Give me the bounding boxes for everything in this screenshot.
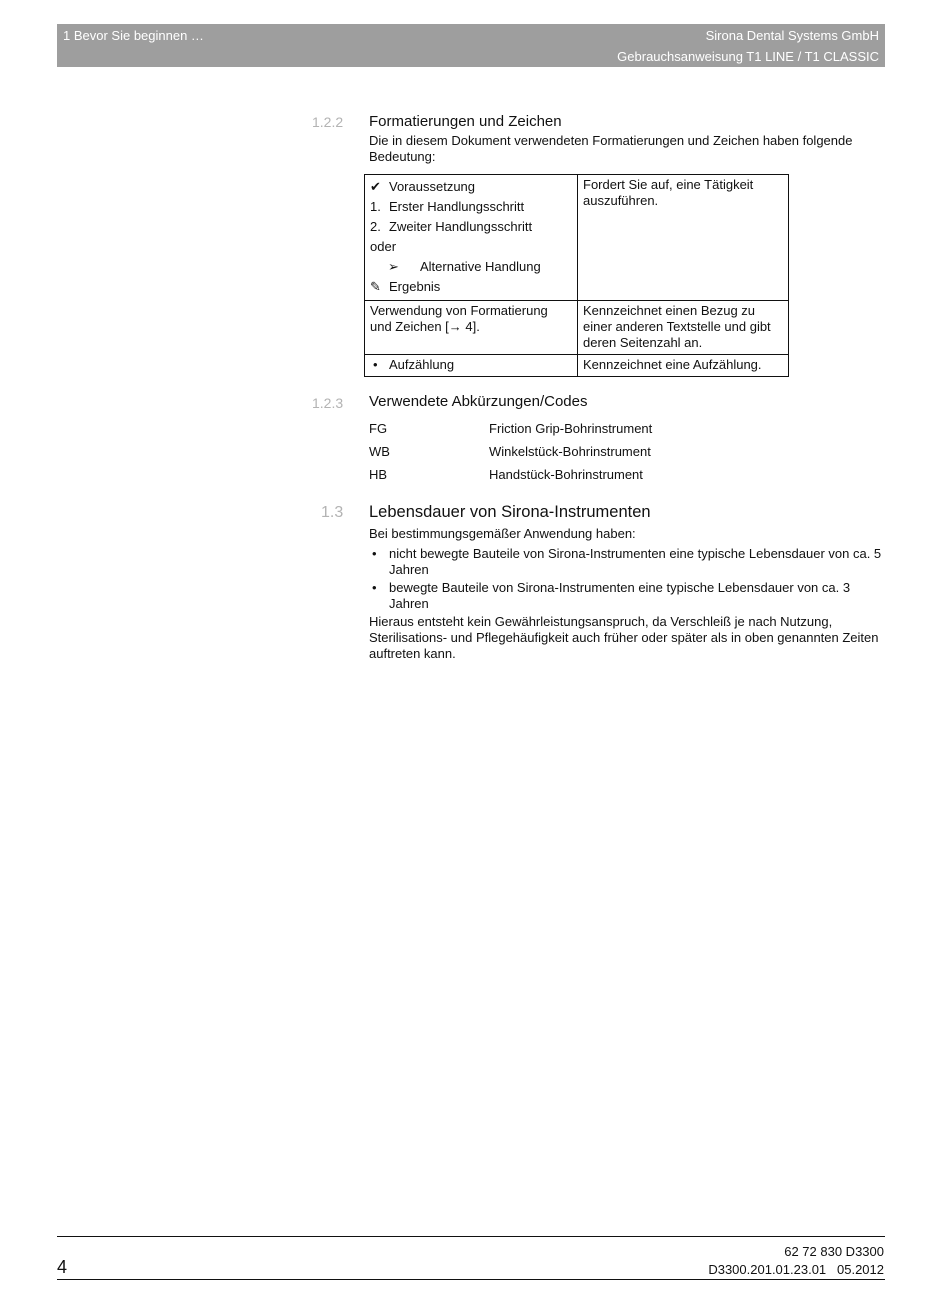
section-title-lifetime: Lebensdauer von Sirona-Instrumenten bbox=[369, 503, 651, 521]
footer-order-number: 62 72 830 D3300 bbox=[784, 1244, 884, 1259]
list-item: • nicht bewegte Bauteile von Sirona-Instrumenten eine typische Lebensdauer von ca. 5 Jahren bbox=[372, 546, 882, 577]
abbr-desc: Winkelstück-Bohrinstrument bbox=[489, 444, 651, 459]
formatting-table bbox=[364, 174, 789, 377]
alternative-line: ➢ Alternative Handlung bbox=[370, 257, 572, 277]
table-row bbox=[365, 301, 789, 355]
result-icon: ✎ bbox=[370, 279, 381, 294]
footer-rule-top bbox=[57, 1236, 885, 1237]
result-line: ✎ Ergebnis bbox=[370, 277, 572, 297]
list-item: • bewegte Bauteile von Sirona-Instrumenten eine typische Lebensdauer von ca. 3 Jahren bbox=[372, 580, 851, 611]
table-cell: Fordert Sie auf, eine Tätigkeit auszuführen. bbox=[578, 175, 789, 301]
page-number: 4 bbox=[57, 1257, 68, 1277]
table-cell: • Aufzählung bbox=[365, 355, 578, 377]
footer-doc-code: D3300.201.01.23.01 05.2012 bbox=[708, 1262, 884, 1277]
abbr-code: HB bbox=[369, 467, 388, 482]
check-icon: ✔ bbox=[370, 179, 381, 194]
bullet-icon: • bbox=[372, 580, 377, 595]
abbr-desc: Friction Grip-Bohrinstrument bbox=[489, 421, 653, 436]
section-title-abbreviations: Verwendete Abkürzungen/Codes bbox=[369, 393, 588, 410]
lifetime-bullet-list bbox=[369, 546, 889, 614]
table-cell: Kennzeichnet einen Bezug zu einer anderen Textstelle und gibt deren Seitenzahl an. bbox=[578, 301, 789, 355]
abbr-code: WB bbox=[369, 444, 390, 459]
arrow-icon: ➢ bbox=[388, 259, 399, 274]
or-line: oder bbox=[370, 239, 397, 254]
footer-rule-bottom bbox=[57, 1279, 885, 1280]
section-intro-formatting: Die in diesem Dokument verwendeten Formatierungen und Zeichen haben folgende Bedeutung: bbox=[369, 133, 853, 164]
section-intro-lifetime: Bei bestimmungsgemäßer Anwendung haben: bbox=[369, 526, 636, 541]
step-2-line: 2. Zweiter Handlungsschritt bbox=[370, 219, 533, 234]
table-cell: Verwendung von Formatierung und Zeichen [→ 4]. bbox=[365, 301, 578, 355]
table-cell: Kennzeichnet eine Aufzählung. bbox=[578, 355, 789, 377]
header-company: Sirona Dental Systems GmbH bbox=[705, 28, 879, 43]
table-row bbox=[365, 355, 789, 377]
bullet-icon: • bbox=[372, 546, 377, 561]
section-number-1-2-3: 1.2.3 bbox=[312, 395, 344, 411]
page-header bbox=[57, 24, 885, 67]
header-chapter: 1 Bevor Sie beginnen … bbox=[63, 28, 204, 43]
header-manual-title: Gebrauchsanweisung T1 LINE / T1 CLASSIC bbox=[617, 49, 879, 64]
section-title-formatting: Formatierungen und Zeichen bbox=[369, 113, 562, 130]
table-row bbox=[365, 175, 789, 301]
prerequisite-line: ✔ Voraussetzung bbox=[370, 177, 572, 197]
table-cell bbox=[365, 175, 578, 301]
abbr-desc: Handstück-Bohrinstrument bbox=[489, 467, 643, 482]
bullet-icon: • bbox=[373, 357, 378, 372]
step-1-line: 1. Erster Handlungsschritt bbox=[370, 199, 525, 214]
warranty-note: Hieraus entsteht kein Gewährleistungsanspruch, da Verschleiß je nach Nutzung, Sterilisations- und Pflegehäufigkeit auch früher oder später als in oben genannten Zeiten auftreten kann. bbox=[369, 614, 879, 661]
section-number-1-2-2: 1.2.2 bbox=[312, 114, 344, 130]
abbr-code: FG bbox=[369, 421, 388, 436]
section-number-1-3: 1.3 bbox=[321, 504, 344, 521]
